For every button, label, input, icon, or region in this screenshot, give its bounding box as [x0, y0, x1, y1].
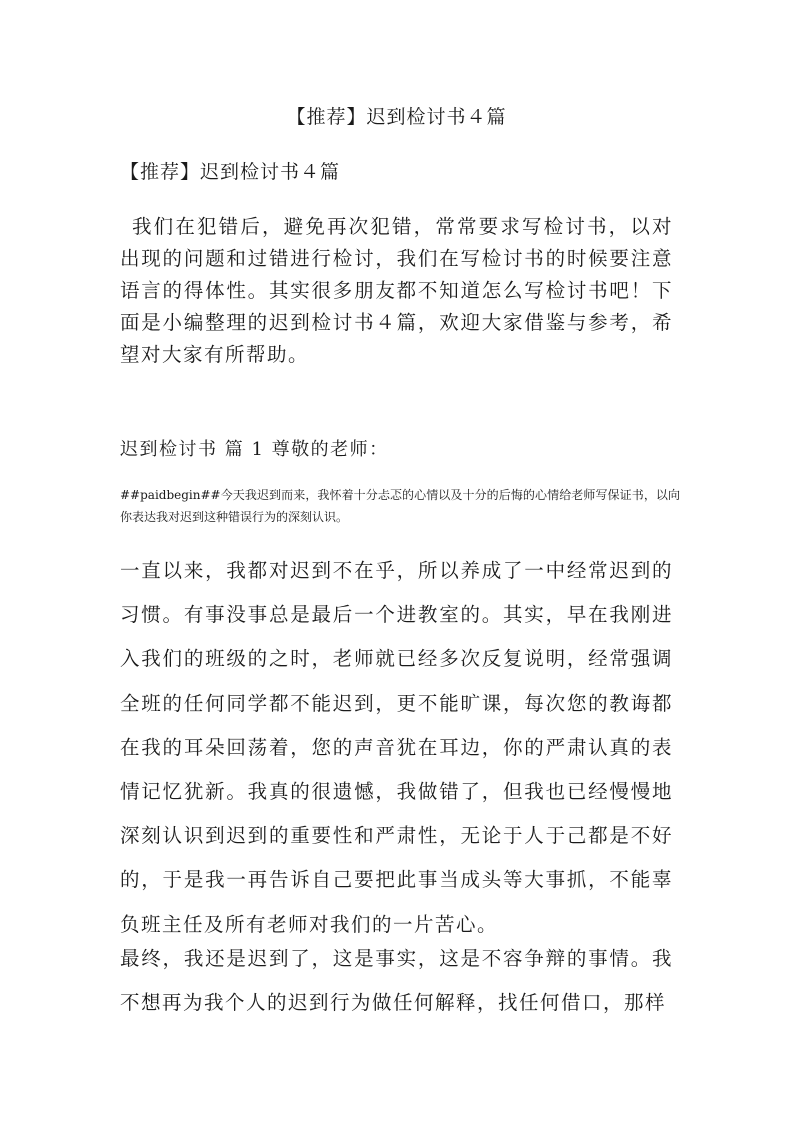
body-paragraph-1: 一直以来，我都对迟到不在乎，所以养成了一中经常迟到的习惯。有事没事总是最后一个进教室的。其实，早在我刚进入我们的班级的之时，老师就已经多次反复说明，经常强调全班的任何同学都不能迟到，更不能旷课，每次您的教诲都在我的耳朵回荡着，您的声音犹在耳边，你的严肃认真的表情记忆犹新。我真的很遗憾，我做错了，但我也已经慢慢地深刻认识到迟到的重要性和严肃性，无论于人于己都是不好的，于是我一再告诉自己要把此事当成头等大事抓，不能辜负班主任及所有老师对我们的一片苦心。 — [120, 559, 673, 936]
section-heading: 迟到检讨书 篇 1 尊敬的老师： — [120, 439, 389, 460]
small-paragraph: ##paidbegin##今天我迟到而来，我怀着十分忐忑的心情以及十分的后悔的心情给老师写保证书，以向你表达我对迟到这种错误行为的深刻认识。 — [120, 488, 680, 524]
page-title: 【推荐】迟到检讨书４篇 — [286, 106, 507, 128]
document-subtitle: 【推荐】迟到检讨书４篇 — [120, 161, 341, 183]
intro-paragraph: 我们在犯错后，避免再次犯错，常常要求写检讨书，以对出现的问题和过错进行检讨，我们在写检讨书的时候要注意语言的得体性。其实很多朋友都不知道怎么写检讨书吧！下面是小编整理的迟到检讨书４篇，欢迎大家借鉴与参考，希望对大家有所帮助。 — [120, 215, 673, 366]
body-paragraph-2: 最终，我还是迟到了，这是事实，这是不容争辩的事情。我不想再为我个人的迟到行为做任何解释，找任何借口，那样 — [120, 947, 673, 1015]
